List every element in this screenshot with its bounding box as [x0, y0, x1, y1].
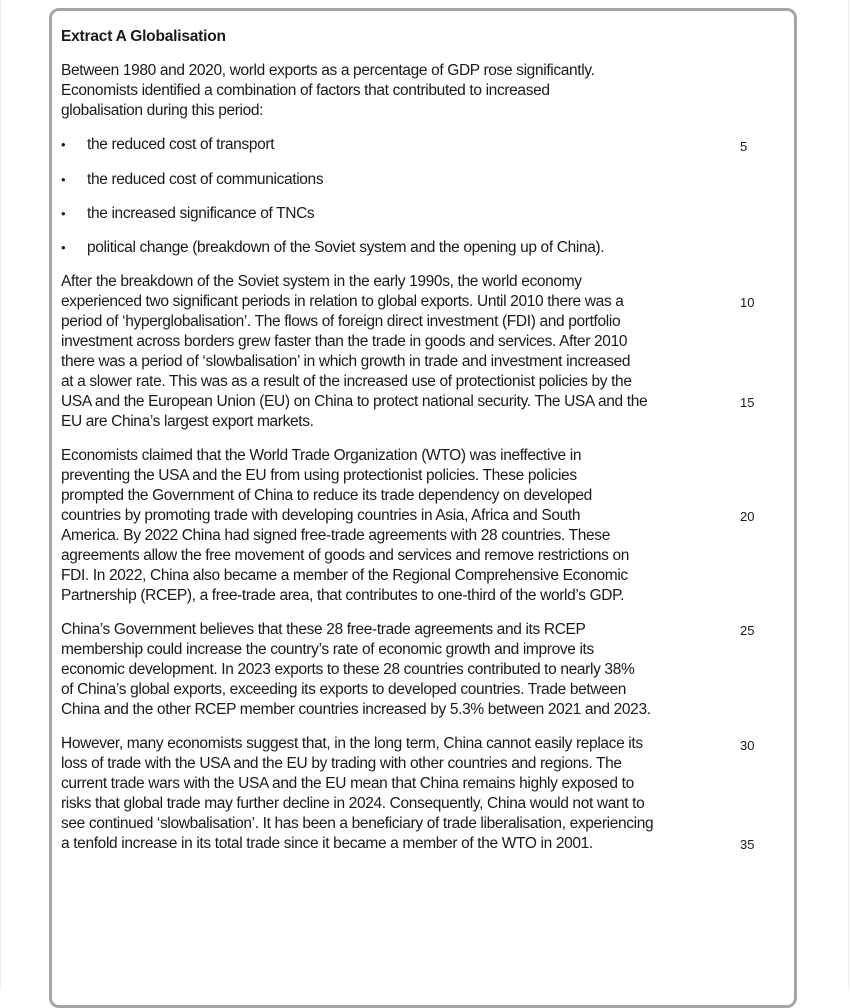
text-line: However, many economists suggest that, in the long term, China cannot easily replace its — [61, 735, 643, 752]
bullet-text: political change (breakdown of the Soviet system and the opening up of China). — [87, 239, 605, 256]
text-line: agreements allow the free movement of goods and services and remove restrictions on — [61, 547, 630, 564]
text-line: experienced two significant periods in relation to global exports. Until 2010 there was a — [61, 293, 624, 310]
text-line: countries by promoting trade with developing countries in Asia, Africa and South — [61, 507, 581, 524]
text-line: Economists identified a combination of factors that contributed to increased — [61, 82, 550, 99]
paragraph-2 — [61, 272, 647, 432]
bullet-icon: • — [61, 172, 66, 187]
text-line: FDI. In 2022, China also became a member of the Regional Comprehensive Economic — [61, 567, 628, 584]
bullet-icon: • — [61, 206, 66, 221]
text-line: economic development. In 2023 exports to these 28 countries contributed to nearly 38% — [61, 661, 635, 678]
page-edge-right — [848, 0, 849, 990]
text-line: globalisation during this period: — [61, 102, 264, 119]
text-line: America. By 2022 China had signed free-trade agreements with 28 countries. These — [61, 527, 610, 544]
text-line: preventing the USA and the EU from using protectionist policies. These policies — [61, 467, 577, 484]
line-number: 5 — [740, 139, 748, 154]
text-line: Partnership (RCEP), a free-trade area, that contributes to one-third of the world’s GDP. — [61, 587, 625, 604]
line-number: 30 — [740, 738, 755, 753]
line-number: 25 — [740, 623, 755, 638]
line-number: 15 — [740, 395, 755, 410]
text-line: membership could increase the country’s rate of economic growth and improve its — [61, 641, 594, 658]
text-line: risks that global trade may further decline in 2024. Consequently, China would not want to — [61, 795, 645, 812]
text-line: prompted the Government of China to reduce its trade dependency on developed — [61, 487, 592, 504]
paragraph-4 — [61, 620, 651, 720]
line-number: 20 — [740, 509, 755, 524]
paragraph-5 — [61, 734, 653, 854]
line-number: 35 — [740, 837, 755, 852]
text-line: China’s Government believes that these 28 free-trade agreements and its RCEP — [61, 621, 586, 638]
text-line: After the breakdown of the Soviet system in the early 1990s, the world economy — [61, 273, 582, 290]
text-line: period of ‘hyperglobalisation’. The flows of foreign direct investment (FDI) and portfolio — [61, 313, 621, 330]
text-line: Economists claimed that the World Trade Organization (WTO) was ineffective in — [61, 447, 582, 464]
text-line: Between 1980 and 2020, world exports as a percentage of GDP rose significantly. — [61, 62, 595, 79]
text-line: of China’s global exports, exceeding its exports to developed countries. Trade between — [61, 681, 627, 698]
text-line: a tenfold increase in its total trade since it became a member of the WTO in 2001. — [61, 835, 593, 852]
text-line: USA and the European Union (EU) on China to protect national security. The USA and the — [61, 393, 648, 410]
text-line: investment across borders grew faster than the trade in goods and services. After 2010 — [61, 333, 628, 350]
bullet-text: the reduced cost of transport — [87, 136, 275, 153]
paragraph-3 — [61, 446, 629, 606]
bullet-icon: • — [61, 240, 66, 255]
text-line: there was a period of ‘slowbalisation’ in which growth in trade and investment increased — [61, 353, 631, 370]
bullet-icon: • — [61, 137, 66, 152]
text-line: EU are China’s largest export markets. — [61, 413, 314, 430]
line-number: 10 — [740, 295, 755, 310]
text-line: China and the other RCEP member countries increased by 5.3% between 2021 and 2023. — [61, 701, 651, 718]
extract-title: Extract A Globalisation — [61, 28, 226, 45]
intro-paragraph — [61, 61, 595, 121]
text-line: current trade wars with the USA and the EU mean that China remains highly exposed to — [61, 775, 634, 792]
text-line: see continued ‘slowbalisation’. It has been a beneficiary of trade liberalisation, experiencing — [61, 815, 654, 832]
bullet-text: the increased significance of TNCs — [87, 205, 315, 222]
page-edge-left — [0, 0, 1, 990]
text-line: loss of trade with the USA and the EU by trading with other countries and regions. The — [61, 755, 622, 772]
text-line: at a slower rate. This was as a result of the increased use of protectionist policies by the — [61, 373, 632, 390]
bullet-text: the reduced cost of communications — [87, 171, 324, 188]
